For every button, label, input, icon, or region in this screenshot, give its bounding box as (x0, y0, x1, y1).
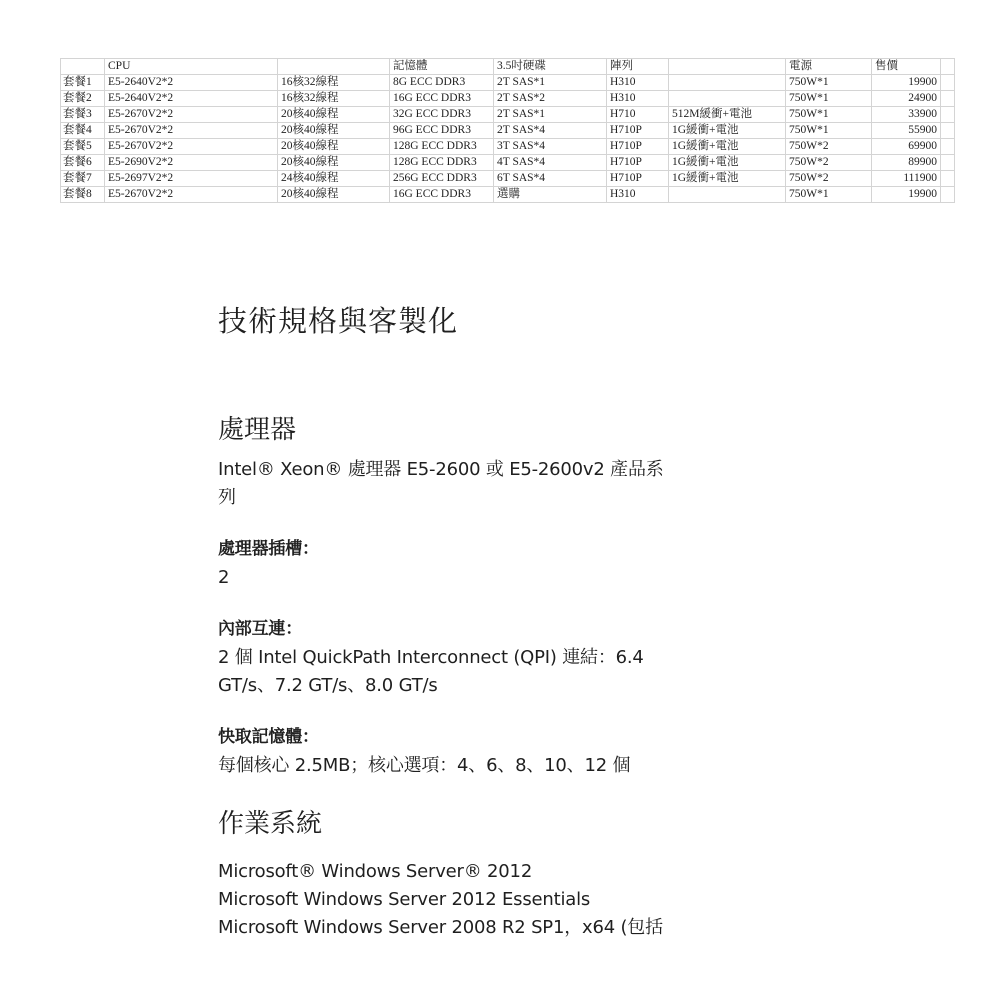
raid-cell: H710P (607, 171, 669, 187)
header-cell-hdd: 3.5吋硬碟 (494, 59, 607, 75)
header-cell-psu: 電源 (786, 59, 872, 75)
package-name-cell: 套餐5 (61, 139, 105, 155)
socket-field (218, 534, 778, 592)
memory-cell: 8G ECC DDR3 (390, 75, 494, 91)
os-list-item: Microsoft Windows Server 2012 Essentials (218, 889, 591, 910)
price-cell: 24900 (872, 91, 941, 107)
header-cell-cpu: CPU (105, 59, 278, 75)
cores-cell: 20核40線程 (278, 107, 390, 123)
hdd-cell: 6T SAS*4 (494, 171, 607, 187)
cpu-cell: E5-2670V2*2 (105, 123, 278, 139)
empty-cell (941, 75, 955, 91)
cores-cell: 24核40線程 (278, 171, 390, 187)
hdd-cell: 2T SAS*4 (494, 123, 607, 139)
cache-cell: 1G緩衝+電池 (669, 155, 786, 171)
raid-cell: H310 (607, 91, 669, 107)
package-name-cell: 套餐7 (61, 171, 105, 187)
hdd-cell: 3T SAS*4 (494, 139, 607, 155)
psu-cell: 750W*1 (786, 107, 872, 123)
cache-cell (669, 91, 786, 107)
cache-cell: 1G緩衝+電池 (669, 139, 786, 155)
table-row (61, 107, 955, 123)
spec-title: 技術規格與客製化 (218, 304, 459, 338)
table-row (61, 187, 955, 203)
raid-cell: H310 (607, 75, 669, 91)
header-cell-price: 售價 (872, 59, 941, 75)
table-row (61, 171, 955, 187)
socket-label: 處理器插槽： (218, 539, 319, 559)
table-row (61, 75, 955, 91)
raid-cell: H710P (607, 139, 669, 155)
hdd-cell: 2T SAS*2 (494, 91, 607, 107)
header-cell-raid: 陣列 (607, 59, 669, 75)
cpu-cell: E5-2690V2*2 (105, 155, 278, 171)
processor-description-line: Intel® Xeon® 處理器 E5-2600 或 E5-2600v2 產品系 (218, 459, 664, 480)
socket-value: 2 (218, 567, 230, 588)
price-cell: 111900 (872, 171, 941, 187)
table-row (61, 91, 955, 107)
os-list-item: Microsoft Windows Server 2008 R2 SP1，x64 (包括 (218, 917, 663, 938)
price-cell: 69900 (872, 139, 941, 155)
price-cell: 89900 (872, 155, 941, 171)
price-cell: 19900 (872, 75, 941, 91)
package-name-cell: 套餐2 (61, 91, 105, 107)
interconnect-field (218, 614, 778, 700)
empty-cell (941, 91, 955, 107)
psu-cell: 750W*2 (786, 171, 872, 187)
processor-description (218, 456, 778, 512)
cache-cell: 512M緩衝+電池 (669, 107, 786, 123)
cpu-cell: E5-2640V2*2 (105, 75, 278, 91)
cpu-cell: E5-2640V2*2 (105, 91, 278, 107)
empty-cell (941, 107, 955, 123)
memory-cell: 256G ECC DDR3 (390, 171, 494, 187)
cores-cell: 20核40線程 (278, 187, 390, 203)
os-list (218, 858, 778, 942)
hdd-cell: 2T SAS*1 (494, 107, 607, 123)
psu-cell: 750W*1 (786, 123, 872, 139)
raid-cell: H710P (607, 155, 669, 171)
package-price-table (60, 58, 955, 203)
header-cell-cache (669, 59, 786, 75)
processor-description-line: 列 (218, 487, 236, 508)
memory-cell: 16G ECC DDR3 (390, 91, 494, 107)
table-header-row (61, 59, 955, 75)
empty-cell (941, 139, 955, 155)
psu-cell: 750W*1 (786, 187, 872, 203)
cache-cell: 1G緩衝+電池 (669, 171, 786, 187)
empty-cell (941, 187, 955, 203)
header-cell-cores (278, 59, 390, 75)
raid-cell: H310 (607, 187, 669, 203)
empty-cell (941, 155, 955, 171)
interconnect-label: 內部互連： (218, 619, 302, 639)
os-heading: 作業系統 (218, 809, 323, 839)
hdd-cell: 2T SAS*1 (494, 75, 607, 91)
memory-cell: 128G ECC DDR3 (390, 139, 494, 155)
psu-cell: 750W*2 (786, 139, 872, 155)
header-cell-extra (941, 59, 955, 75)
memory-cell: 16G ECC DDR3 (390, 187, 494, 203)
table-row (61, 139, 955, 155)
table-row (61, 155, 955, 171)
interconnect-value-line: 2 個 Intel QuickPath Interconnect (QPI) 連結：6.4 (218, 647, 644, 668)
empty-cell (941, 171, 955, 187)
package-name-cell: 套餐1 (61, 75, 105, 91)
cpu-cell: E5-2697V2*2 (105, 171, 278, 187)
os-list-item: Microsoft® Windows Server® 2012 (218, 861, 533, 882)
cache-value: 每個核心 2.5MB；核心選項：4、6、8、10、12 個 (218, 755, 631, 776)
empty-cell (941, 123, 955, 139)
cores-cell: 20核40線程 (278, 155, 390, 171)
price-cell: 55900 (872, 123, 941, 139)
cores-cell: 16核32線程 (278, 75, 390, 91)
interconnect-value-line: GT/s、7.2 GT/s、8.0 GT/s (218, 675, 438, 696)
price-cell: 19900 (872, 187, 941, 203)
package-name-cell: 套餐4 (61, 123, 105, 139)
processor-heading: 處理器 (218, 415, 297, 445)
memory-cell: 96G ECC DDR3 (390, 123, 494, 139)
cache-label: 快取記憶體： (218, 727, 319, 747)
raid-cell: H710P (607, 123, 669, 139)
table-row (61, 123, 955, 139)
psu-cell: 750W*2 (786, 155, 872, 171)
psu-cell: 750W*1 (786, 91, 872, 107)
cpu-cell: E5-2670V2*2 (105, 107, 278, 123)
cache-cell: 1G緩衝+電池 (669, 123, 786, 139)
header-cell-package (61, 59, 105, 75)
cache-field (218, 722, 778, 780)
cores-cell: 20核40線程 (278, 139, 390, 155)
hdd-cell: 4T SAS*4 (494, 155, 607, 171)
cpu-cell: E5-2670V2*2 (105, 187, 278, 203)
package-name-cell: 套餐3 (61, 107, 105, 123)
psu-cell: 750W*1 (786, 75, 872, 91)
hdd-cell: 選購 (494, 187, 607, 203)
header-cell-memory: 記憶體 (390, 59, 494, 75)
price-cell: 33900 (872, 107, 941, 123)
cache-cell (669, 187, 786, 203)
package-name-cell: 套餐8 (61, 187, 105, 203)
cores-cell: 16核32線程 (278, 91, 390, 107)
package-name-cell: 套餐6 (61, 155, 105, 171)
cpu-cell: E5-2670V2*2 (105, 139, 278, 155)
raid-cell: H710 (607, 107, 669, 123)
memory-cell: 32G ECC DDR3 (390, 107, 494, 123)
spec-section (218, 296, 778, 942)
cores-cell: 20核40線程 (278, 123, 390, 139)
cache-cell (669, 75, 786, 91)
memory-cell: 128G ECC DDR3 (390, 155, 494, 171)
